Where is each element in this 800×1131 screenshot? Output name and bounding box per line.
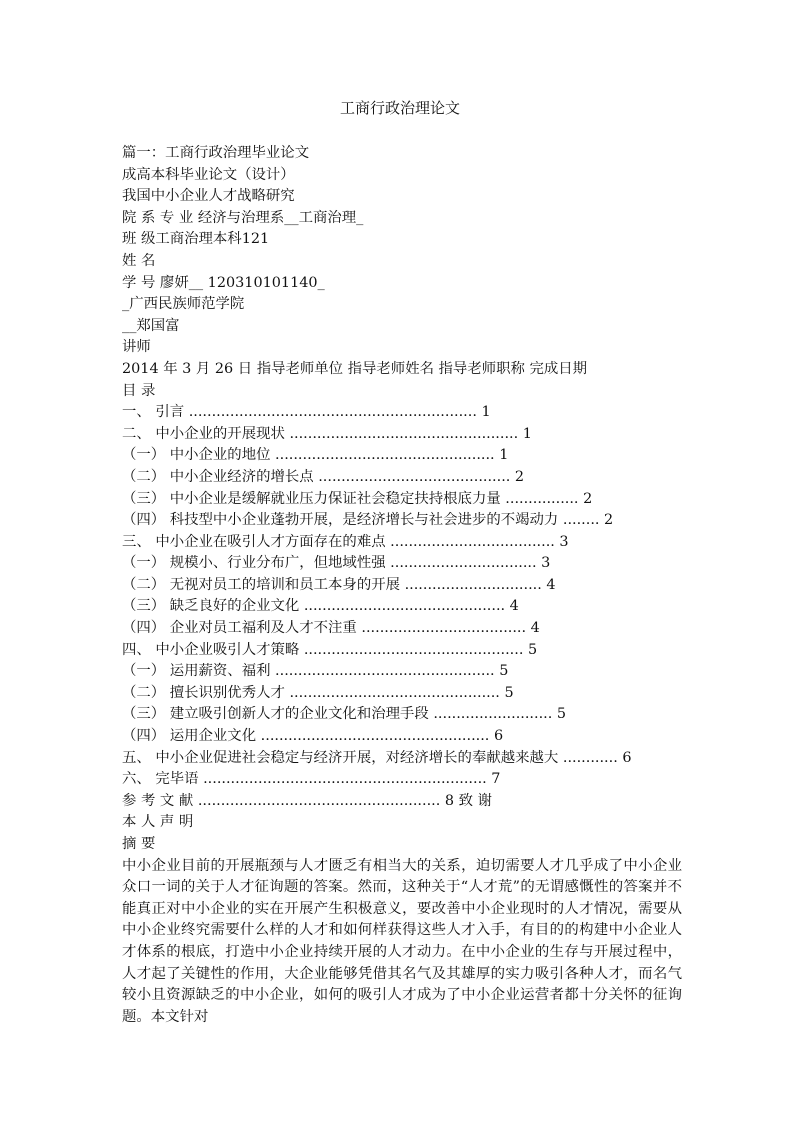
document-title: 工商行政治理论文 (339, 99, 460, 117)
toc-entry: 本 人 声 明 (122, 814, 194, 831)
cover-line: 院 系 专 业 经济与治理系__工商治理_ (122, 209, 364, 226)
toc-entry: （一） 运用薪资、福利 ................................................ 5 (122, 663, 509, 680)
toc-entry: 五、 中小企业促进社会稳定与经济开展，对经济增长的奉献越来越大 ............ 6 (122, 749, 632, 766)
document-body (122, 143, 682, 1028)
toc-entry: 六、 完毕语 .............................................................. 7 (122, 771, 501, 788)
toc-entry: （二） 中小企业经济的增长点 .......................................... 2 (122, 468, 525, 485)
toc-entry: （四） 企业对员工福利及人才不注重 .................................... 4 (122, 620, 540, 637)
toc-heading: 目 录 (122, 382, 156, 399)
abstract-heading: 摘 要 (122, 836, 156, 852)
toc-entry: （二） 无视对员工的培训和员工本身的开展 .............................. 4 (122, 576, 556, 593)
toc-entry: 一、 引言 ............................................................... 1 (122, 404, 491, 421)
toc-entry: 二、 中小企业的开展现状 .................................................. 1 (122, 425, 532, 442)
toc-entry: 三、 中小企业在吸引人才方面存在的难点 .................................... 3 (122, 533, 569, 550)
cover-line: __郑国富 (122, 317, 180, 334)
toc-entry: （一） 规模小、行业分布广，但地域性强 ................................ 3 (122, 555, 551, 572)
toc-entry: （三） 建立吸引创新人才的企业文化和治理手段 .......................... 5 (122, 706, 567, 723)
toc-entry: （二） 擅长识别优秀人才 .............................................. 5 (122, 684, 514, 701)
cover-line: 2014 年 3 月 26 日 指导老师单位 指导老师姓名 指导老师职称 完成日期 (122, 360, 588, 377)
toc-entry: （三） 缺乏良好的企业文化 ............................................ 4 (122, 598, 519, 615)
cover-line: 姓 名 (122, 252, 156, 269)
cover-line: 成高本科毕业论文（设计） (122, 166, 295, 183)
cover-line: _广西民族师范学院 (122, 296, 245, 313)
cover-line: 讲师 (122, 339, 151, 356)
cover-line: 班 级工商治理本科121 (122, 231, 270, 248)
toc-entry: 四、 中小企业吸引人才策略 ................................................ 5 (122, 641, 538, 658)
toc-entry: （一） 中小企业的地位 ................................................ 1 (122, 447, 509, 464)
toc-entry: （三） 中小企业是缓解就业压力保证社会稳定扶持根底力量 ................ 2 (122, 490, 593, 507)
toc-entry: （四） 科技型中小企业蓬勃开展，是经济增长与社会进步的不竭动力 ........ 2 (122, 512, 614, 529)
toc-entry: 参 考 文 献 ..................................................... 8 致 谢 (122, 792, 492, 809)
cover-line: 学 号 廖妍__ 120310101140_ (122, 274, 325, 291)
cover-line: 篇一：工商行政治理毕业论文 (122, 145, 310, 161)
cover-line: 我国中小企业人才战略研究 (122, 188, 295, 205)
toc-entry: （四） 运用企业文化 .................................................. 6 (122, 728, 504, 745)
abstract-paragraph: 中小企业目前的开展瓶颈与人才匮乏有相当大的关系，迫切需要人才几乎成了中小企业众口一词的关于人才征询题的答案。然而，这种关于“人才荒”的无谓感慨性的答案并不能真正对中小企业的实在开展产生积极意义，要改善中小企业现时的人才情况，需要从中小企业终究需要什么样的人才和如何样获得这些人才入手，有目的的构建中小企业人才体系的根底，打造中小企业持续开展的人才动力。在中小企业的生存与开展过程中，人才起了关键性的作用，大企业能够凭借其名气及其雄厚的实力吸引各种人才，而名气较小且资源缺乏的中小企业，如何的吸引人才成为了中小企业运营者都十分关怀的征询题。本文针对 (122, 857, 682, 1025)
